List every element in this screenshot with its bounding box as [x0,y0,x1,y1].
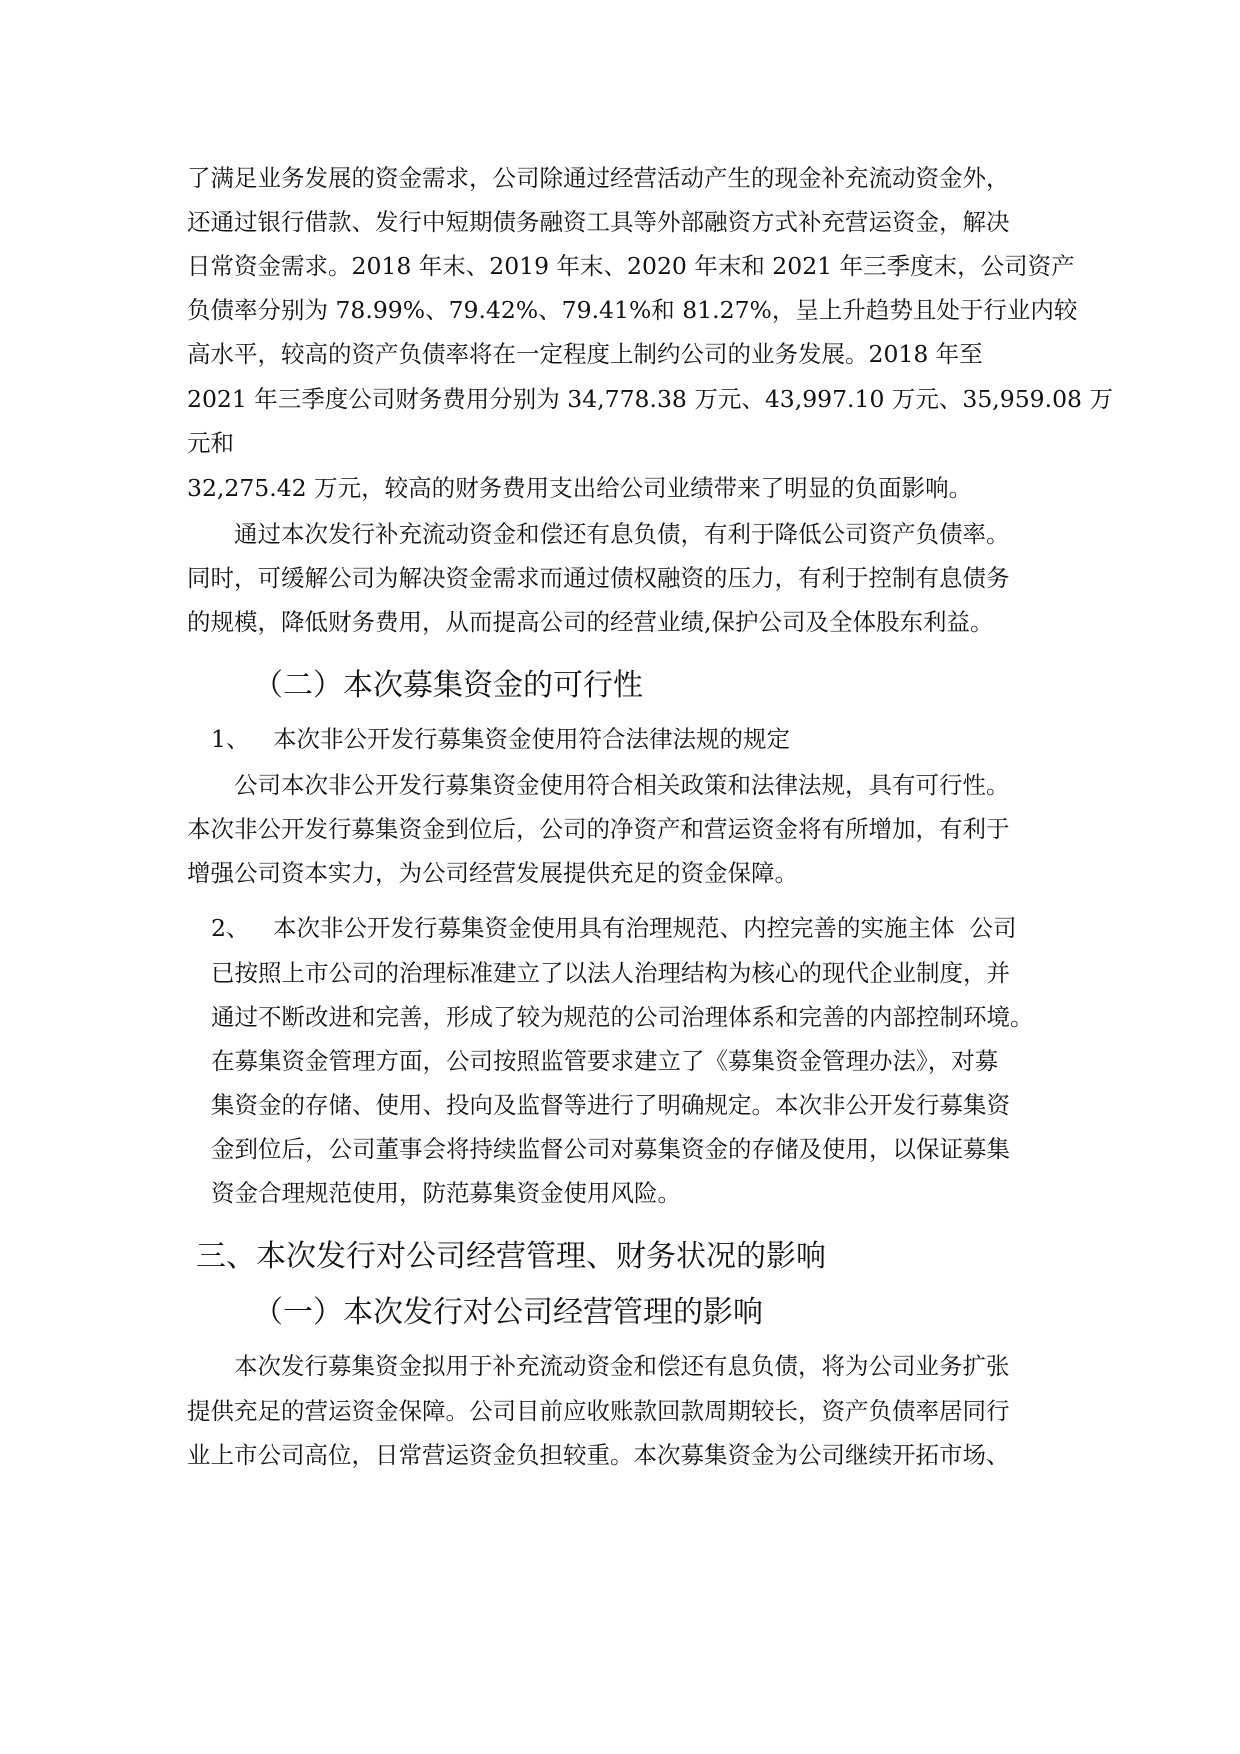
text-line: 提供充足的营运资金保障。公司目前应收账款回款周期较长，资产负债率居同行 [187,1397,1010,1425]
text-line: 负债率分别为 78.99%、79.42%、79.41%和 81.27%，呈上升趋势且处于行业内较 [187,296,1078,324]
text-line: 公司本次非公开发行募集资金使用符合相关政策和法律法规，具有可行性。 [234,771,1010,799]
text-line: 通过不断改进和完善，形成了较为规范的公司治理体系和完善的内部控制环境。 [211,1003,1034,1031]
text-line: 32,275.42 万元，较高的财务费用支出给公司业绩带来了明显的负面影响。 [187,474,973,502]
text-line: 本次非公开发行募集资金到位后，公司的净资产和营运资金将有所增加，有利于 [187,815,1010,843]
text-line: 还通过银行借款、发行中短期债务融资工具等外部融资方式补充营运资金，解决 [187,208,1010,236]
section-heading-operations-impact: （一）本次发行对公司经营管理的影响 [253,1295,763,1330]
text-line: 增强公司资本实力，为公司经营发展提供充足的资金保障。 [187,859,798,887]
section-heading-feasibility: （二）本次募集资金的可行性 [253,668,643,703]
item-title: 本次非公开发行募集资金使用具有治理规范、内控完善的实施主体 公司 [273,914,1017,942]
item-title: 本次非公开发行募集资金使用符合法律法规的规定 [273,725,790,753]
text-line: 通过本次发行补充流动资金和偿还有息负债，有利于降低公司资产负债率。 [234,520,1010,548]
text-line: 业上市公司高位，日常营运资金负担较重。本次募集资金为公司继续开拓市场、 [187,1441,1010,1469]
text-line: 了满足业务发展的资金需求，公司除通过经营活动产生的现金补充流动资金外， [187,164,1010,192]
text-line: 的规模，降低财务费用，从而提高公司的经营业绩,保护公司及全体股东利益。 [187,608,994,636]
item-number: 1、 [211,725,250,753]
text-line: 高水平，较高的资产负债率将在一定程度上制约公司的业务发展。2018 年至 [187,340,983,368]
text-line: 同时，可缓解公司为解决资金需求而通过债权融资的压力，有利于控制有息债务 [187,564,1010,592]
chapter-heading-impact: 三、本次发行对公司经营管理、财务状况的影响 [196,1239,826,1274]
text-line: 在募集资金管理方面，公司按照监管要求建立了《募集资金管理办法》，对募 [211,1047,999,1075]
text-line: 2021 年三季度公司财务费用分别为 34,778.38 万元、43,997.10 万元、35,959.08 万 [187,385,1113,413]
text-line: 集资金的存储、使用、投向及监督等进行了明确规定。本次非公开发行募集资 [211,1091,1010,1119]
item-number: 2、 [211,914,250,942]
text-line: 已按照上市公司的治理标准建立了以法人治理结构为核心的现代企业制度，并 [211,959,1010,987]
text-line: 元和 [187,429,234,457]
text-line: 金到位后，公司董事会将持续监督公司对募集资金的存储及使用，以保证募集 [211,1135,1010,1163]
text-line: 资金合理规范使用，防范募集资金使用风险。 [211,1179,681,1207]
text-line: 本次发行募集资金拟用于补充流动资金和偿还有息负债，将为公司业务扩张 [234,1352,1010,1380]
text-line: 日常资金需求。2018 年末、2019 年末、2020 年末和 2021 年三季度末，公司资产 [187,252,1075,280]
